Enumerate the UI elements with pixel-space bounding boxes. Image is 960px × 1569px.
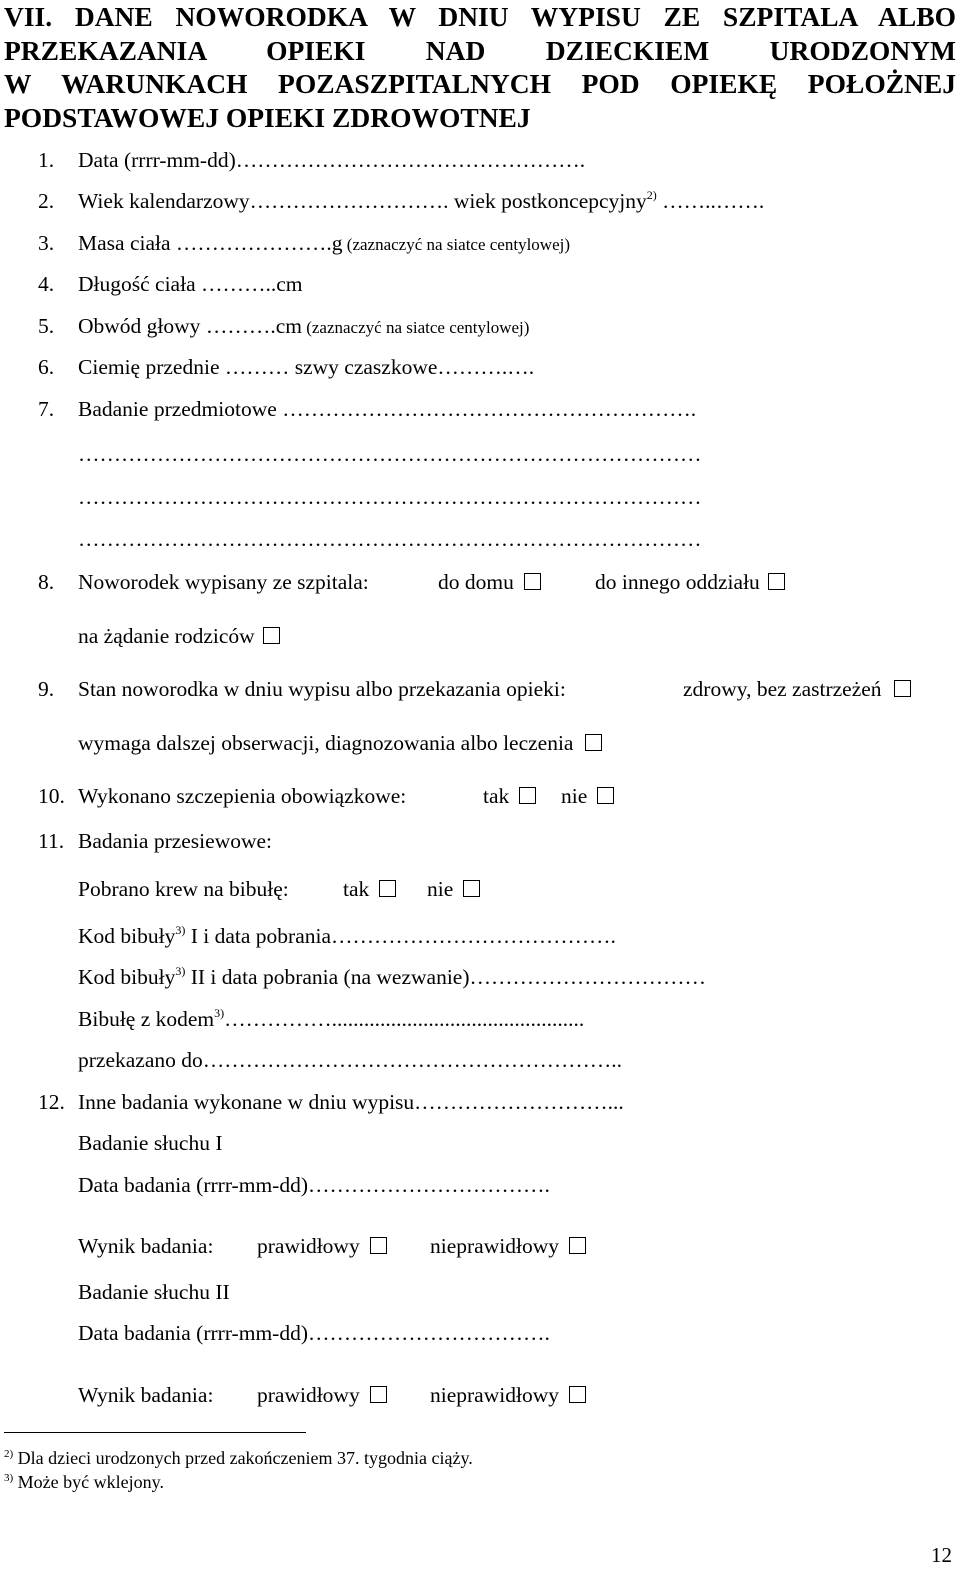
item-number: 9.	[38, 677, 55, 701]
field-physical-exam	[38, 396, 696, 422]
field-label: Masa ciała	[78, 231, 171, 255]
item-number: 5.	[38, 314, 55, 338]
option-h2-abnormal	[430, 1382, 586, 1408]
fill-in-dots[interactable]: ……….	[195, 272, 271, 296]
field-paper-with-code	[78, 1006, 584, 1032]
field-blood-sample	[78, 876, 289, 902]
fill-in-line[interactable]: ……………………………………………………………………………	[78, 442, 702, 466]
field-label: Obwód głowy	[78, 314, 201, 338]
field-label: Wynik badania:	[78, 1383, 214, 1407]
title-line-2: PRZEKAZANIA OPIEKI NAD DZIECKIEM URODZONYM	[4, 34, 956, 66]
field-birth-date	[38, 147, 585, 173]
field-label: Wykonano szczepienia obowiązkowe:	[78, 784, 407, 808]
field-label: szwy czaszkowe	[289, 355, 438, 379]
option-label: prawidłowy	[257, 1383, 360, 1407]
field-label: wiek postkoncepcyjny	[448, 189, 647, 213]
field-length	[38, 271, 303, 297]
checkbox-parents-request[interactable]	[263, 627, 280, 644]
field-label: Noworodek wypisany ze szpitala:	[78, 570, 369, 594]
item-number: 10.	[38, 784, 65, 808]
item-number: 1.	[38, 148, 55, 172]
footnote-mark: 3)	[4, 1472, 14, 1484]
item-number: 4.	[38, 272, 55, 296]
checkbox-home[interactable]	[524, 573, 541, 590]
checkbox-h2-abnormal[interactable]	[569, 1386, 586, 1403]
option-home	[438, 569, 541, 595]
option-label: tak	[483, 784, 510, 808]
field-paper-code-1	[78, 923, 616, 949]
field-label: Długość ciała	[78, 272, 196, 296]
field-condition	[38, 676, 566, 702]
field-discharged	[38, 569, 369, 595]
fill-in-line[interactable]: ……………………………………………………………………………	[78, 527, 702, 551]
title-line-4: PODSTAWOWEJ OPIEKI ZDROWOTNEJ	[4, 101, 531, 133]
item-number: 8.	[38, 570, 55, 594]
footnote-ref: 3)	[175, 923, 186, 937]
checkbox-h1-abnormal[interactable]	[569, 1237, 586, 1254]
fill-in-dots[interactable]: ………	[219, 355, 290, 379]
fill-in-dots[interactable]: ………………….	[170, 231, 332, 255]
field-note: (zaznaczyć na siatce centylowej)	[342, 235, 570, 254]
option-h1-abnormal	[430, 1233, 586, 1259]
option-label: nieprawidłowy	[430, 1383, 559, 1407]
field-head-circumference	[38, 313, 529, 341]
title-line-3: W WARUNKACH POZASZPITALNYCH POD OPIEKĘ POŁOŻNEJ	[4, 68, 956, 99]
item-number: 3.	[38, 231, 55, 255]
footnote-text: Dla dzieci urodzonych przed zakończeniem 37. tygodnia ciąży.	[13, 1448, 473, 1468]
item-number: 7.	[38, 397, 55, 421]
field-other-tests	[38, 1089, 624, 1115]
fill-in-dots[interactable]: ………………………………………………….	[276, 397, 697, 421]
field-label: Wynik badania:	[78, 1234, 214, 1258]
fill-in-dots[interactable]: ……..…….	[656, 189, 765, 213]
fill-in-dots[interactable]: ………………………………………….	[235, 148, 586, 172]
field-label: II i data pobrania (na wezwanie)	[185, 965, 470, 989]
hearing-test-2-title: Badanie słuchu II	[78, 1280, 230, 1304]
footnote-separator	[4, 1432, 306, 1433]
item-number: 2.	[38, 189, 55, 213]
hearing-test-1-title: Badanie słuchu I	[78, 1131, 223, 1155]
unit-label: .cm	[270, 272, 303, 296]
field-label: I i data pobrania	[185, 924, 332, 948]
option-blood-yes	[343, 876, 396, 902]
field-label: Data (rrrr-mm-dd)	[78, 148, 236, 172]
fill-in-dots[interactable]: ……………………………	[469, 965, 706, 989]
checkbox-needs-observation[interactable]	[585, 734, 602, 751]
item-number: 12.	[38, 1090, 65, 1114]
field-label: Data badania (rrrr-mm-dd)	[78, 1321, 308, 1345]
footnote-ref: 2)	[646, 188, 657, 202]
option-h2-normal	[257, 1382, 387, 1408]
checkbox-blood-yes[interactable]	[379, 880, 396, 897]
field-label: przekazano do	[78, 1048, 203, 1072]
option-label: nie	[561, 784, 588, 808]
field-hearing-1-result	[78, 1233, 213, 1259]
footnote-text: Może być wklejony.	[13, 1472, 164, 1492]
checkbox-blood-no[interactable]	[463, 880, 480, 897]
option-h1-normal	[257, 1233, 387, 1259]
unit-label: g	[331, 231, 343, 255]
page-number: 12	[931, 1543, 952, 1567]
field-passed-to	[78, 1047, 622, 1073]
field-hearing-1-date	[78, 1172, 550, 1198]
fill-in-dots[interactable]: ………………………...	[414, 1090, 624, 1114]
footnote-ref: 3)	[214, 1006, 225, 1020]
checkbox-healthy[interactable]	[894, 680, 911, 697]
option-other-ward	[595, 569, 785, 595]
footnote-3	[4, 1470, 164, 1494]
field-label: Inne badania wykonane w dniu wypisu	[78, 1090, 415, 1114]
fill-in-dots[interactable]: …………………………………………………..	[202, 1048, 622, 1072]
field-note: (zaznaczyć na siatce centylowej)	[301, 318, 530, 337]
option-label: do domu	[438, 570, 514, 594]
fill-in-dots[interactable]: …………………………….	[307, 1173, 550, 1197]
field-paper-code-2	[78, 964, 706, 990]
option-label: wymaga dalszej obserwacji, diagnozowania albo leczenia	[78, 731, 574, 755]
footnote-mark: 2)	[4, 1448, 14, 1460]
fill-in-dots[interactable]: ……………...............................................	[224, 1007, 585, 1031]
option-label: tak	[343, 877, 370, 901]
item-number: 6.	[38, 355, 55, 379]
option-needs-observation	[78, 730, 602, 756]
checkbox-h1-normal[interactable]	[370, 1237, 387, 1254]
field-label: Stan noworodka w dniu wypisu albo przekazania opieki:	[78, 677, 566, 701]
fill-in-dots[interactable]: …………………………….	[307, 1321, 550, 1345]
checkbox-h2-normal[interactable]	[370, 1386, 387, 1403]
option-label: zdrowy, bez zastrzeżeń	[683, 677, 882, 701]
field-weight	[38, 230, 570, 258]
field-label: Data badania (rrrr-mm-dd)	[78, 1173, 308, 1197]
footnote-ref: 3)	[175, 964, 186, 978]
field-label: Pobrano krew na bibułę:	[78, 877, 289, 901]
option-vacc-no	[561, 783, 614, 809]
option-label: do innego oddziału	[595, 570, 760, 594]
option-parents-request	[78, 623, 280, 649]
field-label: Badania przesiewowe:	[78, 829, 273, 853]
option-blood-no	[427, 876, 480, 902]
field-label: Kod bibuły	[78, 965, 176, 989]
fill-in-dots[interactable]: ……….….	[437, 355, 535, 379]
option-label: nieprawidłowy	[430, 1234, 559, 1258]
footnote-2	[4, 1446, 473, 1470]
field-fontanelle	[38, 354, 534, 380]
fill-in-line[interactable]: ……………………………………………………………………………	[78, 485, 702, 509]
fill-in-dots[interactable]: ……….	[200, 314, 276, 338]
field-hearing-2-result	[78, 1382, 213, 1408]
option-healthy	[683, 676, 911, 702]
fill-in-dots[interactable]: ……………………….	[249, 189, 449, 213]
field-vaccination	[38, 783, 406, 809]
field-hearing-2-date	[78, 1320, 550, 1346]
option-label: prawidłowy	[257, 1234, 360, 1258]
fill-in-dots[interactable]: ………………………………….	[331, 924, 616, 948]
field-label: Badanie przedmiotowe	[78, 397, 277, 421]
title-line-1: VII. DANE NOWORODKA W DNIU WYPISU ZE SZPITALA ALBO	[4, 1, 956, 32]
option-label: nie	[427, 877, 454, 901]
field-label: Wiek kalendarzowy	[78, 189, 250, 213]
field-label: Kod bibuły	[78, 924, 176, 948]
field-label: Bibułę z kodem	[78, 1007, 215, 1031]
unit-label: cm	[275, 314, 302, 338]
field-label: Ciemię przednie	[78, 355, 220, 379]
section-title	[4, 0, 956, 134]
option-vacc-yes	[483, 783, 536, 809]
field-age	[38, 188, 764, 214]
checkbox-vacc-no[interactable]	[597, 787, 614, 804]
option-label: na żądanie rodziców	[78, 624, 255, 648]
checkbox-other-ward[interactable]	[768, 573, 785, 590]
checkbox-vacc-yes[interactable]	[519, 787, 536, 804]
item-number: 11.	[38, 829, 65, 853]
field-screening	[38, 828, 272, 854]
